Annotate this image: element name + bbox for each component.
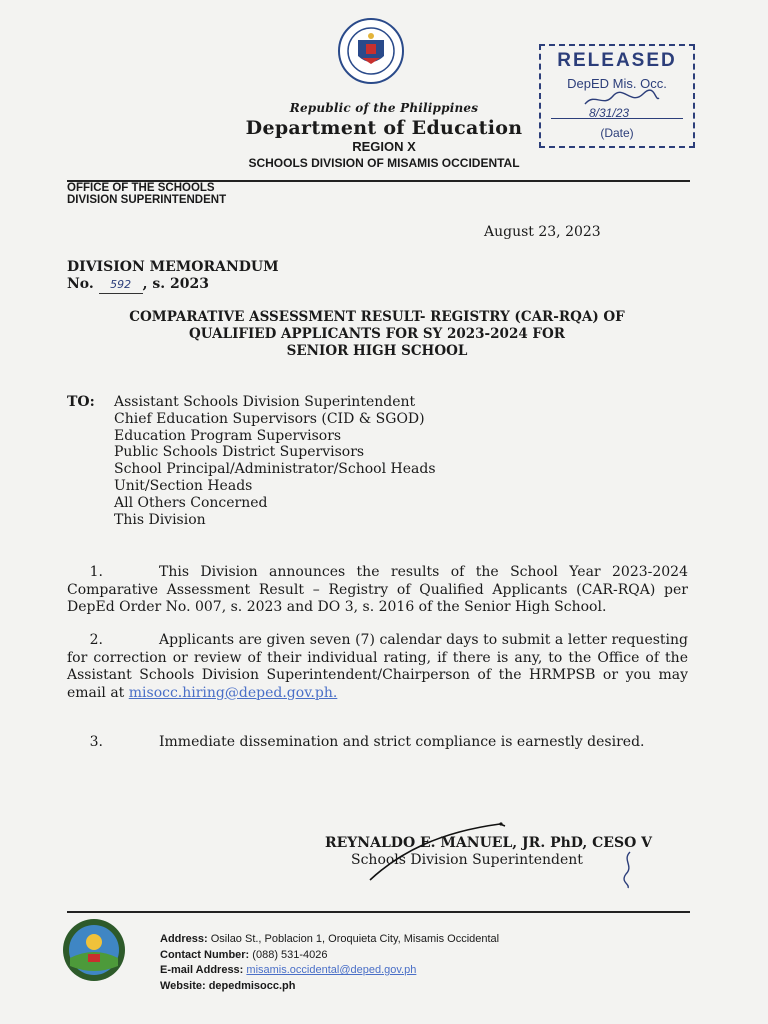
division-seal-logo xyxy=(62,918,126,982)
paragraph-text: Immediate dissemination and strict compliance is earnestly desired. xyxy=(159,734,645,750)
deped-seal-logo xyxy=(338,18,404,84)
office-line-1: OFFICE OF THE SCHOOLS xyxy=(67,182,215,194)
recipient-item: Unit/Section Heads xyxy=(114,477,253,494)
email-label: E-mail Address: xyxy=(160,964,244,977)
footer-email-line xyxy=(160,963,499,979)
released-stamp xyxy=(539,44,695,148)
recipient-list xyxy=(114,394,436,528)
contact-value: (088) 531-4026 xyxy=(252,948,328,961)
address-label: Address: xyxy=(160,933,208,945)
recipient-item: School Principal/Administrator/School Heads xyxy=(114,461,436,478)
recipient-item: Public Schools District Supervisors xyxy=(114,444,365,461)
contact-label: Contact Number: xyxy=(160,948,250,961)
footer-contact xyxy=(160,932,499,994)
footer-website-line xyxy=(160,979,499,995)
email-link[interactable]: misamis.occidental@deped.gov.ph xyxy=(246,964,417,977)
office-label xyxy=(67,182,226,206)
memo-number-line xyxy=(67,276,279,294)
address-value: Osilao St., Poblacion 1, Oroquieta City, Misamis Occidental xyxy=(210,933,500,945)
republic-line: Republic of the Philippines xyxy=(289,101,479,115)
memo-heading: DIVISION MEMORANDUM xyxy=(67,259,279,275)
footer-contact-line xyxy=(160,948,499,964)
recipient-item: Assistant Schools Division Superintendent xyxy=(114,394,416,410)
paragraph-number: 2. xyxy=(89,632,103,648)
hiring-email-link[interactable]: misocc.hiring@deped.gov.ph. xyxy=(128,684,338,701)
signer-name: REYNALDO E. MANUEL, JR. PhD, CESO V xyxy=(325,835,653,851)
paragraph-number: 3. xyxy=(89,734,103,750)
recipient-item: This Division xyxy=(114,511,206,528)
stamp-handwritten-date: 8/31/23 xyxy=(589,106,630,120)
website-label: Website: xyxy=(160,979,206,992)
memo-heading-block xyxy=(67,259,279,294)
office-line-2: DIVISION SUPERINTENDENT xyxy=(67,194,227,206)
paragraph-2 xyxy=(67,632,688,702)
signer-title: Schools Division Superintendent xyxy=(351,852,583,868)
recipient-item: Chief Education Supervisors (CID & SGOD) xyxy=(114,410,425,427)
subject-line: QUALIFIED APPLICANTS FOR SY 2023-2024 FOR xyxy=(189,326,565,342)
paragraph-3 xyxy=(67,734,688,752)
stamp-date-label: (Date) xyxy=(600,126,634,140)
recipient-item: Education Program Supervisors xyxy=(114,427,342,444)
recipient-item: All Others Concerned xyxy=(114,494,268,511)
paragraph-text: This Division announces the results of the School Year 2023-2024 Comparative Assessment Result – Registry of Qualified Applicants (CAR-RQA) per DepEd Order No. 007, s. 2023 and DO 3, s. 2016 of the Senior High School. xyxy=(67,564,688,615)
paragraph-1 xyxy=(67,564,688,617)
memo-date: August 23, 2023 xyxy=(484,224,601,240)
region-label: REGION X xyxy=(352,139,416,154)
stamp-office: DepED Mis. Occ. xyxy=(567,76,667,91)
stamp-title: RELEASED xyxy=(557,50,677,71)
website-value[interactable]: depedmisocc.ph xyxy=(208,979,296,992)
memo-number-prefix: No. xyxy=(67,276,94,292)
division-label: SCHOOLS DIVISION OF MISAMIS OCCIDENTAL xyxy=(248,156,520,170)
to-label: TO: xyxy=(67,394,95,410)
memo-subject xyxy=(67,309,687,360)
subject-line: COMPARATIVE ASSESSMENT RESULT- REGISTRY (CAR-RQA) OF xyxy=(129,309,625,325)
footer-divider xyxy=(67,911,690,913)
paragraph-text: Applicants are given seven (7) calendar days to submit a letter requesting for correction or review of their individual rating, if there is any, to the Office of the Assistant Schools Division Superintendent/Chairperson of the HRMPSB or you may email at xyxy=(67,632,688,701)
subject-line: SENIOR HIGH SCHOOL xyxy=(286,343,468,359)
memo-number-suffix: , s. 2023 xyxy=(142,276,209,292)
paragraph-number: 1. xyxy=(89,564,103,580)
memo-number-value: 592 xyxy=(99,276,143,294)
department-title: Department of Education xyxy=(245,117,523,139)
footer-address-line xyxy=(160,932,499,948)
